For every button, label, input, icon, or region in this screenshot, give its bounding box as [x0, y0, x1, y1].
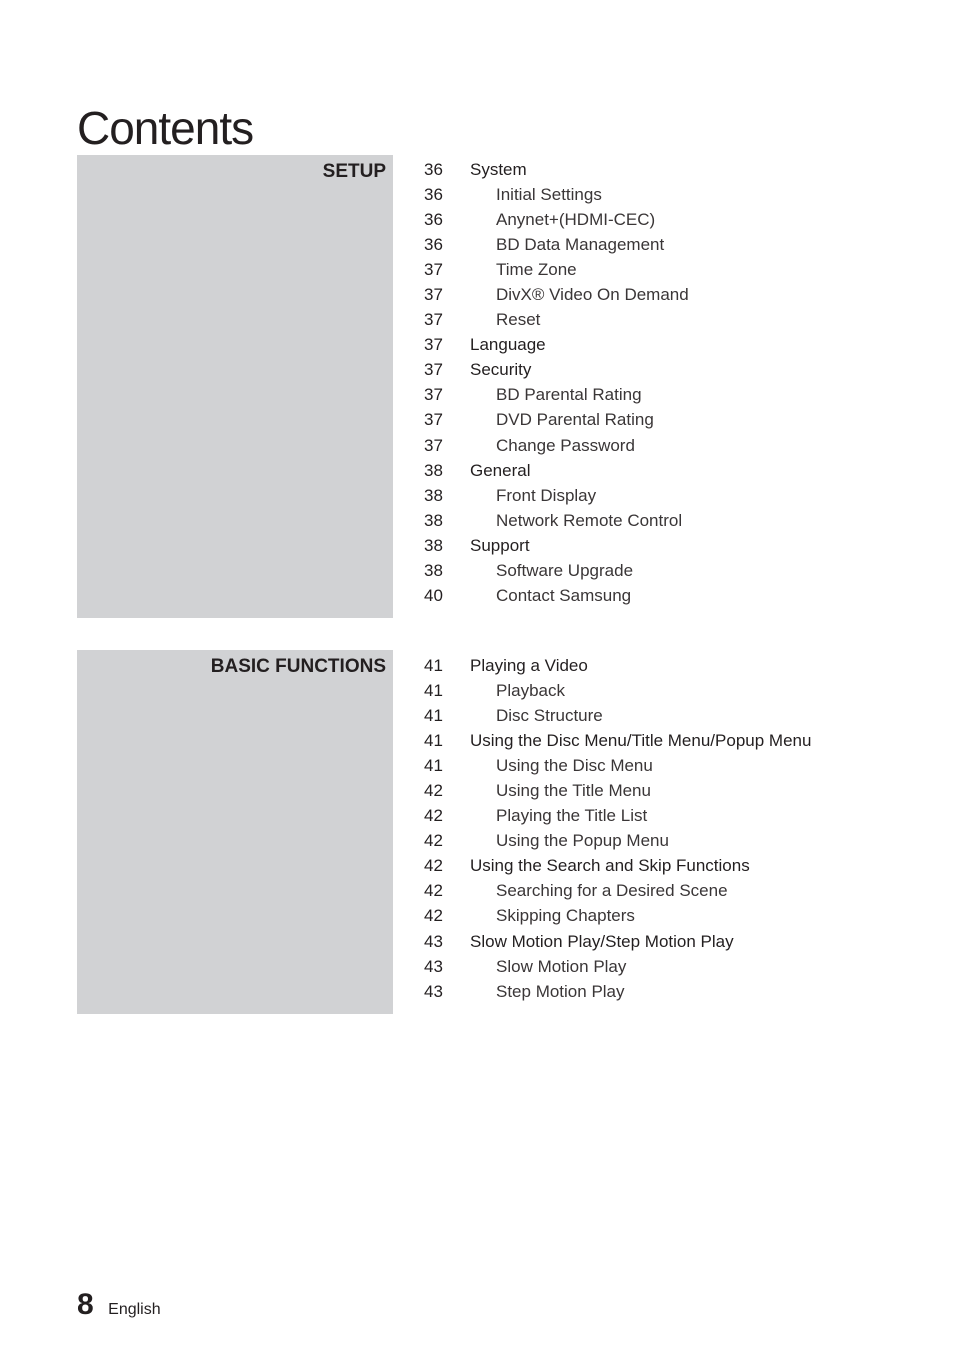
toc-page-number: 43: [424, 956, 443, 976]
toc-page-number: 37: [424, 335, 443, 355]
toc-subentry[interactable]: [424, 182, 884, 207]
toc-page-number: 36: [424, 185, 443, 205]
toc-subentry[interactable]: [424, 903, 884, 928]
toc-subentry[interactable]: [424, 257, 884, 282]
section-band: [77, 155, 393, 618]
toc-entry-title: Software Upgrade: [496, 560, 634, 580]
toc-page-number: 36: [424, 160, 443, 179]
toc-subentry[interactable]: [424, 878, 884, 903]
toc-page-number: 41: [424, 681, 443, 701]
toc-heading-entry[interactable]: [424, 157, 884, 182]
toc-page-number: 41: [424, 706, 443, 726]
toc-page-number: 36: [424, 235, 443, 255]
toc-subentry[interactable]: [424, 483, 884, 508]
toc-page-number: 38: [424, 510, 443, 530]
section-title: SETUP: [322, 161, 386, 182]
toc-entry-title: System: [470, 160, 527, 179]
toc-page-number: 38: [424, 535, 443, 555]
toc-subentry[interactable]: [424, 433, 884, 458]
toc-subentry[interactable]: [424, 954, 884, 979]
toc-entry-title: Playing a Video: [470, 656, 588, 675]
toc-entry-title: Using the Disc Menu/Title Menu/Popup Menu: [470, 731, 812, 751]
section-title: BASIC FUNCTIONS: [210, 656, 386, 677]
toc-entry-title: DivX® Video On Demand: [496, 285, 689, 305]
toc-entry-title: Slow Motion Play/Step Motion Play: [470, 931, 734, 951]
page-footer: [77, 1288, 161, 1322]
toc-subentry[interactable]: [424, 207, 884, 232]
page-title: Contents: [77, 101, 254, 154]
toc-heading-entry[interactable]: [424, 853, 884, 878]
toc-page-number: 38: [424, 485, 443, 505]
toc-page-number: 42: [424, 856, 443, 876]
toc-subentry[interactable]: [424, 753, 884, 778]
toc-heading-entry[interactable]: [424, 533, 884, 558]
toc-heading-entry[interactable]: [424, 728, 884, 753]
toc-entry-title: Searching for a Desired Scene: [496, 881, 728, 901]
page-number: 8: [77, 1288, 94, 1321]
toc-entry-title: Skipping Chapters: [496, 906, 635, 926]
toc-subentry[interactable]: [424, 678, 884, 703]
toc-entry-title: Security: [470, 360, 532, 380]
toc-entry-list: [424, 653, 884, 1004]
toc-page-number: 41: [424, 656, 443, 675]
toc-subentry[interactable]: [424, 703, 884, 728]
toc-subentry[interactable]: [424, 778, 884, 803]
toc-entry-title: Using the Popup Menu: [496, 831, 669, 851]
toc-page-number: 41: [424, 756, 443, 776]
toc-subentry[interactable]: [424, 828, 884, 853]
toc-entry-list: [424, 157, 884, 608]
toc-subentry[interactable]: [424, 382, 884, 407]
language-label: English: [108, 1301, 161, 1318]
toc-heading-entry[interactable]: [424, 458, 884, 483]
toc-page-number: 42: [424, 881, 443, 901]
toc-page-number: 43: [424, 981, 443, 1001]
toc-entry-title: Using the Title Menu: [496, 781, 651, 801]
toc-entry-title: Step Motion Play: [496, 981, 625, 1001]
toc-entry-title: BD Data Management: [496, 235, 665, 255]
toc-page-number: 37: [424, 260, 443, 280]
toc-entry-title: DVD Parental Rating: [496, 410, 654, 430]
toc-entry-title: Time Zone: [496, 260, 577, 280]
toc-page-number: 42: [424, 806, 443, 826]
toc-page-number: 42: [424, 906, 443, 926]
toc-page-number: 37: [424, 410, 443, 430]
toc-heading-entry[interactable]: [424, 653, 884, 678]
toc-page-number: 42: [424, 781, 443, 801]
toc-entry-title: Front Display: [496, 485, 597, 505]
toc-subentry[interactable]: [424, 232, 884, 257]
toc-subentry[interactable]: [424, 508, 884, 533]
toc-page-number: 37: [424, 385, 443, 405]
toc-entry-title: Reset: [496, 310, 541, 330]
toc-heading-entry[interactable]: [424, 357, 884, 382]
toc-entry-title: Playback: [496, 681, 565, 701]
toc-entry-title: BD Parental Rating: [496, 385, 642, 405]
toc-entry-title: Support: [470, 535, 530, 555]
toc-entry-title: Initial Settings: [496, 185, 602, 205]
toc-subentry[interactable]: [424, 583, 884, 608]
toc-page-number: 37: [424, 360, 443, 380]
toc-page-number: 43: [424, 931, 443, 951]
toc-entry-title: General: [470, 460, 531, 480]
toc-entry-title: Network Remote Control: [496, 510, 683, 530]
toc-heading-entry[interactable]: [424, 332, 884, 357]
toc-subentry[interactable]: [424, 407, 884, 432]
toc-page-number: 37: [424, 435, 443, 455]
toc-page-number: 42: [424, 831, 443, 851]
toc-page-number: 41: [424, 731, 443, 751]
toc-entry-title: Disc Structure: [496, 706, 603, 726]
toc-entry-title: Language: [470, 335, 546, 355]
toc-subentry[interactable]: [424, 558, 884, 583]
toc-page-number: 40: [424, 585, 443, 605]
toc-subentry[interactable]: [424, 803, 884, 828]
toc-page-number: 38: [424, 460, 443, 480]
toc-page-number: 37: [424, 310, 443, 330]
toc-heading-entry[interactable]: [424, 929, 884, 954]
toc-page-number: 38: [424, 560, 443, 580]
toc-entry-title: Using the Disc Menu: [496, 756, 653, 776]
section-band: [77, 650, 393, 1014]
toc-subentry[interactable]: [424, 307, 884, 332]
toc-entry-title: Change Password: [496, 435, 635, 455]
toc-subentry[interactable]: [424, 282, 884, 307]
toc-subentry[interactable]: [424, 979, 884, 1004]
toc-entry-title: Slow Motion Play: [496, 956, 627, 976]
toc-page-number: 36: [424, 210, 443, 230]
toc-entry-title: Playing the Title List: [496, 806, 648, 826]
toc-entry-title: Contact Samsung: [496, 585, 632, 605]
toc-entry-title: Using the Search and Skip Functions: [470, 856, 750, 876]
toc-page-number: 37: [424, 285, 443, 305]
toc-entry-title: Anynet+(HDMI-CEC): [496, 210, 656, 230]
